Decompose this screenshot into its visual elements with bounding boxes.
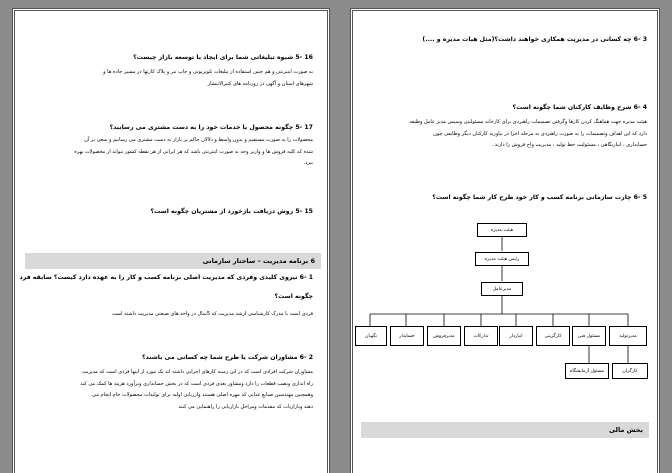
heading-q63: 3 -6 چه کسانی در مدیریت همکاری خواهند داشت؟(مثل هیات مدیره و ....) xyxy=(422,36,647,43)
heading-q16: 16 -5 شیوه تبلیغاتی شما برای ایجاد یا توسعه بازار چیست؟ xyxy=(133,54,313,61)
text-line: شده که کلیه فروش ها و واریز وجه به صورت اینترنتی باشد که هر ایرانی از هر نقطه کشور بتواند از محصولات بهره xyxy=(74,148,313,155)
org-box-production-manager: مدیرتولید xyxy=(609,326,647,346)
org-chart-connectors xyxy=(353,11,660,473)
heading-q62: 2 -6 مشاوران شرکت یا طرح شما چه کسانی می باشند؟ xyxy=(142,354,313,361)
section-header-management: 6 برنامه مدیریت – ساختار سازمانی xyxy=(25,253,321,269)
paragraph-q16 xyxy=(23,67,313,90)
org-box-workers: کارگران xyxy=(612,363,648,379)
org-box-technical-officer: مسئول فنی xyxy=(572,326,606,346)
heading-q17: 17 -5 چگونه محصول یا خدمات خود را به دست مشتری می رسانید؟ xyxy=(109,124,313,131)
org-box-board-chair: رئیس هیئت مدیره xyxy=(475,252,529,266)
heading-q64: 4 -6 شرح وظایف کارکنان شما چگونه است؟ xyxy=(512,104,647,111)
text-line: ببرد. xyxy=(303,160,313,166)
heading-q15: 15 -5 روش دریافت بازخورد از مشتریان چگونه است؟ xyxy=(150,208,313,215)
org-box-warehouse-keeper: انباردار xyxy=(499,326,533,346)
right-page xyxy=(350,8,660,473)
text-line: حسابداری ، انبارنگاهی ، مسئولیت خط تولید ، مدیریت واخ فروش را دارند . xyxy=(491,142,647,148)
section-header-finance: بخش مالی xyxy=(361,422,649,438)
paragraph-q62 xyxy=(23,367,313,413)
text-line: شهرهای استان و آگهی در روزنامه های کثیرالانتشار xyxy=(207,80,313,87)
org-box-board: هیئت مدیره xyxy=(477,223,527,237)
org-box-accountant: حسابدار xyxy=(390,326,424,346)
text-line: دارد که این اهداف وتصمیمات را به صورت راهبردی به مرحله اجرا در بیاورند کارکنان دیگر وظایفی چون xyxy=(433,130,647,137)
text-line: مشاوران شرکت افرادی است که در این زمینه کارهای اجرایی داشته اند یک مورد از اینها فردی است که مدیریت xyxy=(82,369,313,375)
org-box-personnel: کارگزینی xyxy=(536,326,570,346)
text-line: محصولات را به صورت مستقیم و بدون واسط و دلالان حاکم بر بازار به دست مشتری می رسانیم و سعی بر آن xyxy=(84,137,313,143)
heading-q61-line2: چگونه است؟ xyxy=(274,293,313,300)
text-line: فردی است با مدرک کارشناسی ارشد مدیریت که 5سال در واحد های صنعتی مدیریت داشته است xyxy=(112,311,313,317)
text-line: راه اندازی ونصب قطعات را دارد ومشاور بعدی فردی است که در بخش حسابداری وبرآورد هزینه ها کمک می کند xyxy=(80,380,313,387)
text-line: هیئت مدیره جهت هماهنگ کردن کارها وگرفتن تصمیمات راهبردی برای کارخانه مسئولیتی وسپس مدیر عامل وظیفه xyxy=(409,119,647,125)
org-box-lab-officer: مسئول آزمایشگاه xyxy=(565,363,609,379)
org-box-sales-manager: مدیرفروش xyxy=(427,326,461,346)
paragraph-q61 xyxy=(23,309,313,321)
left-page xyxy=(12,8,330,473)
org-box-procurement: تدارکات xyxy=(464,326,498,346)
org-box-ceo: مدیرعامل xyxy=(481,282,523,296)
text-line: دهند وبازاریاب که مقدمات ومراحل بازاریابی را راهنمایی می کنند xyxy=(178,403,313,410)
text-line: به صورت اینترنتی و هم چنین استفاده از تبلیغات تلویزیونی و چاپ بنر و پلاک کارتها در مسیر جاده ها و xyxy=(103,69,313,75)
paragraph-q17 xyxy=(23,135,313,170)
text-line: وهمچنین مهندسین صنایع غذایی که مهره اصلی هستند وارزیابی اولیه برای تولیدات محصولات خام انجام می xyxy=(92,392,313,398)
heading-q61-line1: 1 -6 نیروی کلیدی وفردی که مدیریت اصلی برنامه کسب و کار را به عهده دارد کیست؟ سابقه فرد xyxy=(19,274,313,281)
heading-q65: 5 -6 چارت سازمانی برنامه کسب و کار خود طرح کار شما چگونه است؟ xyxy=(432,194,647,201)
org-box-guard: نگهبان xyxy=(355,326,387,346)
